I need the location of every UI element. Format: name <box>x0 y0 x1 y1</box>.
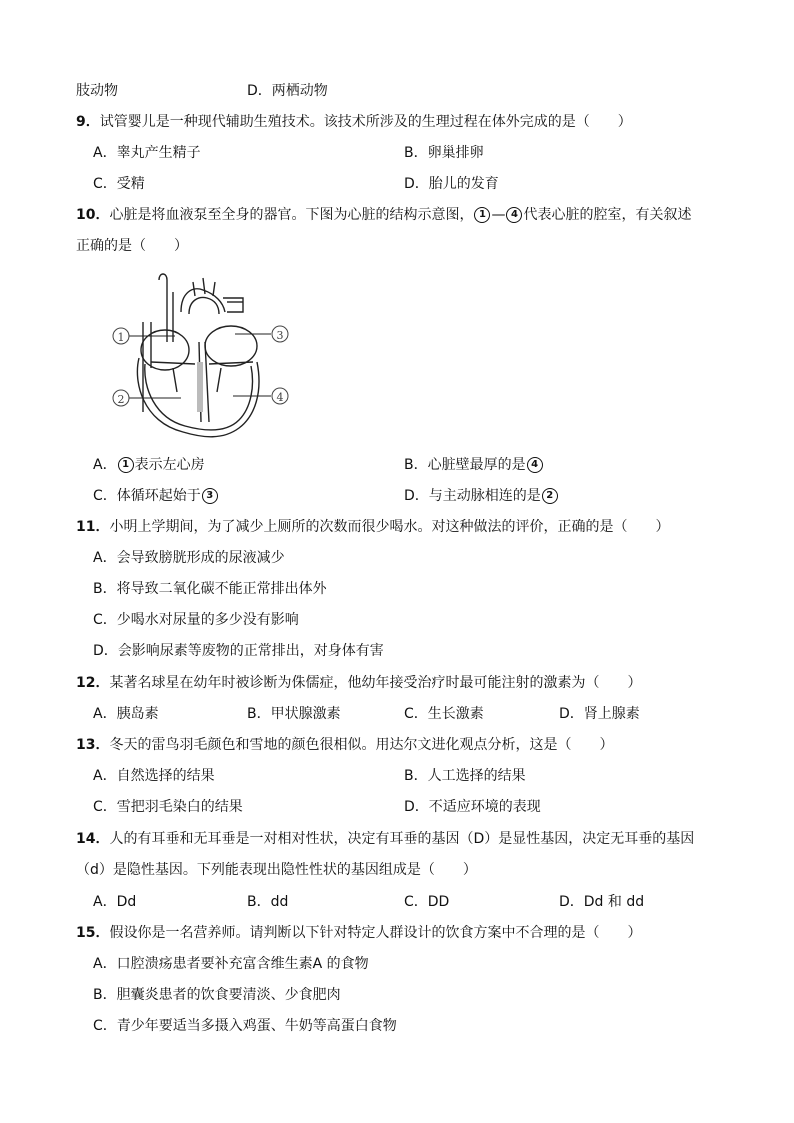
circled-4: 4 <box>527 457 543 473</box>
dash: — <box>491 207 506 223</box>
question-14 <box>76 829 694 849</box>
q10-option-d <box>404 486 559 506</box>
circled-3: 3 <box>202 488 218 504</box>
question-number: 9． <box>76 114 100 130</box>
q9-option-d: D．胎儿的发育 <box>404 176 499 192</box>
q10-option-a <box>93 455 205 475</box>
question-number: 15． <box>76 925 110 941</box>
question-15 <box>76 923 641 943</box>
q12-option-a: A．胰岛素 <box>93 706 159 722</box>
q11-option-a: A．会导致膀胱形成的尿液减少 <box>93 550 285 566</box>
question-number: 14． <box>76 831 110 847</box>
question-10 <box>76 205 691 225</box>
label-2: 2 <box>117 393 125 406</box>
label-3: 3 <box>276 329 284 342</box>
question-11 <box>76 517 669 537</box>
question-12 <box>76 673 641 693</box>
label-4: 4 <box>276 391 284 404</box>
question-10-line2: 正确的是（ ） <box>76 238 188 254</box>
q9-option-c: C．受精 <box>93 176 145 192</box>
question-number: 12． <box>76 675 110 691</box>
question-text: 小明上学期间，为了减少上厕所的次数而很少喝水。对这种做法的评价，正确的是（ ） <box>109 519 670 535</box>
circled-1: 1 <box>118 457 134 473</box>
label-1: 1 <box>117 331 125 344</box>
question-9 <box>76 112 632 132</box>
q11-option-b: B．将导致二氧化碳不能正常排出体外 <box>93 581 327 597</box>
q12-option-d: D．肾上腺素 <box>559 706 640 722</box>
question-text: 某著名球星在幼年时被诊断为侏儒症，他幼年接受治疗时最可能注射的激素为（ ） <box>109 675 642 691</box>
q12-option-c: C．生长激素 <box>404 706 484 722</box>
question-13 <box>76 735 613 755</box>
question-text: 假设你是一名营养师。请判断以下针对特定人群设计的饮食方案中不合理的是（ ） <box>109 925 642 941</box>
q15-option-c: C．青少年要适当多摄入鸡蛋、牛奶等高蛋白食物 <box>93 1018 397 1034</box>
question-14-line2: （d）是隐性基因。下列能表现出隐性性状的基因组成是（ ） <box>76 862 477 878</box>
option-text: C．体循环起始于 <box>93 488 201 504</box>
q15-option-a: A．口腔溃疡患者要补充富含维生素A 的食物 <box>93 956 369 972</box>
q10-option-c <box>93 486 219 506</box>
circled-1: 1 <box>474 207 490 223</box>
question-text: 人的有耳垂和无耳垂是一对相对性状，决定有耳垂的基因（D）是显性基因，决定无耳垂的基因 <box>109 831 695 847</box>
q13-option-c: C．雪把羽毛染白的结果 <box>93 799 243 815</box>
q15-option-b: B．胆囊炎患者的饮食要清淡、少食肥肉 <box>93 987 341 1003</box>
option-letter: A． <box>93 457 117 473</box>
q12-option-b: B．甲状腺激素 <box>247 706 341 722</box>
prev-option-c: 肢动物 <box>76 83 118 99</box>
q14-option-c: C．DD <box>404 894 450 910</box>
question-text: 心脏是将血液泵至全身的器官。下图为心脏的结构示意图， <box>109 207 474 223</box>
q9-option-a: A．睾丸产生精子 <box>93 145 201 161</box>
q9-option-b: B．卵巢排卵 <box>404 145 484 161</box>
question-number: 10． <box>76 207 110 223</box>
q14-option-b: B．dd <box>247 894 289 910</box>
q14-option-d: D．Dd 和 dd <box>559 894 645 910</box>
q13-option-b: B．人工选择的结果 <box>404 768 526 784</box>
heart-diagram <box>103 272 299 440</box>
circled-2: 2 <box>542 488 558 504</box>
question-number: 13． <box>76 737 110 753</box>
question-text: 冬天的雷鸟羽毛颜色和雪地的颜色很相似。用达尔文进化观点分析，这是（ ） <box>109 737 614 753</box>
q11-option-d: D．会影响尿素等废物的正常排出，对身体有害 <box>93 643 384 659</box>
option-text: D．与主动脉相连的是 <box>404 488 541 504</box>
q11-option-c: C．少喝水对尿量的多少没有影响 <box>93 612 299 628</box>
q10-option-b <box>404 455 544 475</box>
q13-option-a: A．自然选择的结果 <box>93 768 215 784</box>
prev-option-d: D．两栖动物 <box>247 83 328 99</box>
option-text: B．心脏壁最厚的是 <box>404 457 526 473</box>
question-text: 试管婴儿是一种现代辅助生殖技术。该技术所涉及的生理过程在体外完成的是（ ） <box>99 114 632 130</box>
q13-option-d: D．不适应环境的表现 <box>404 799 541 815</box>
option-text: 表示左心房 <box>134 457 205 473</box>
circled-4: 4 <box>506 207 522 223</box>
question-text-cont: 代表心脏的腔室，有关叙述 <box>523 207 692 223</box>
question-number: 11． <box>76 519 110 535</box>
q14-option-a: A．Dd <box>93 894 137 910</box>
